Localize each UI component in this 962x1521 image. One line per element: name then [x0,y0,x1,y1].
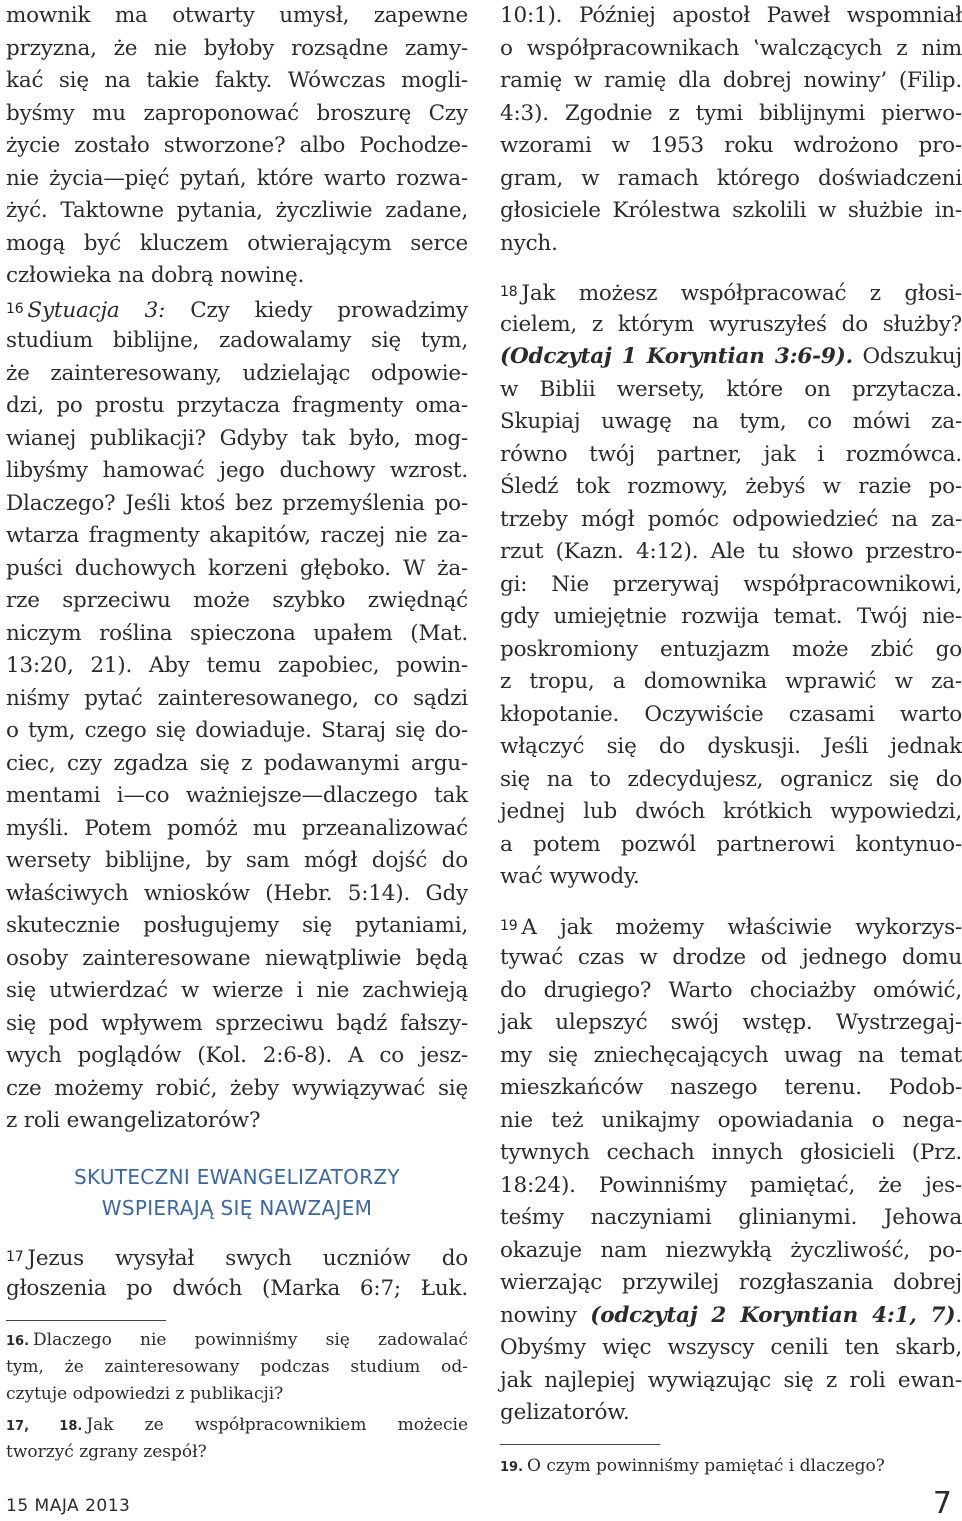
text-line: byśmy mu zaproponować broszurę Czy [6,100,468,126]
paragraph-number: 19 [500,917,518,934]
text-line: nie też unikajmy opowiadania o nega- [500,1107,962,1133]
text-line: myśli. Potem pomóż mu przeanalizować [6,815,468,841]
text-line: równo twój partner, jak i rozmówca. [500,441,962,467]
paragraph-number: 16 [6,300,24,317]
text-line: teśmy naczyniami glinianymi. Jehowa [500,1205,962,1230]
paragraph-19 [500,910,962,1430]
text-line: poskromiony entuzjazm może zbić go [500,636,962,662]
text-line: tywać czas w drodze od jednego domu [500,945,962,970]
text-line: się na to zdecydujesz, ogranicz się do [500,766,962,792]
paragraph-17: 17 Jezus wysyłał swych uczniów do głoszenia po dwóch (Marka 6:7; Łuk. [6,1241,468,1306]
section-heading: SKUTECZNI EWANGELIZATORZY WSPIERAJĄ SIĘ NAWZAJEM [74,1164,400,1220]
text-line: z tropu, a domownika wprawić w za- [500,669,962,694]
paragraph-16 [6,293,468,1138]
scripture-reading-line: (Odczytaj 1 Koryntian 3:6-9). Odszukuj [500,344,962,369]
text-line: my się zniechęcających uwag na temat [500,1042,962,1068]
question-16-line: 16. Dlaczego nie powinniśmy się zadowalać [6,1329,468,1350]
text-line: ciec, czy zgadza się z podawanymi argu- [6,750,468,776]
text-line: Obyśmy więc wszyscy cenili ten skarb, [500,1335,962,1360]
text-line: mentami i—co ważniejsze—dlaczego tak [6,783,468,808]
paragraph-number: 18 [500,284,518,300]
text-line: wierzając przywilej rozgłaszania dobrej [500,1270,962,1295]
text-line: skutecznie posługujemy się pytaniami, [6,913,468,938]
scripture-reading: (Odczytaj 1 Koryntian 3:6-9). [500,344,853,369]
left-column [6,0,468,1466]
text-line: wersety biblijne, by sam mógł dojść do [6,848,468,873]
text-line: gram, w ramach którego doświadczeni [500,165,962,191]
text-line: przyzna, że nie byłoby rozsądne zamy- [6,35,468,61]
text-line: 10:1). Później apostoł Paweł wspomniał [500,3,962,28]
text-line: w Biblii wersety, które on przytacza. [500,376,962,402]
text-line: ramię w ramię dla dobrej nowiny’ (Filip. [500,68,962,93]
text-line: gdy umiejętnie rozwija temat. Twój nie- [500,604,962,629]
text-line: nie życia—pięć pytań, które warto rozwa- [6,165,468,191]
text-line: a potem pozwól partnerowi kontynuo- [500,831,962,857]
paragraph-19-first-line: 19 A jak możemy właściwie wykorzys- [500,914,962,940]
paragraph-15-continuation [6,0,468,293]
text-line: gelizatorów. [500,1400,630,1425]
text-line: 18:24). Powinniśmy pamiętać, że jes- [500,1172,962,1198]
text-line: tywnych cechach innych głosicieli (Prz. [500,1140,962,1165]
page-number: 7 [932,1486,952,1521]
question-17-18-line: 17, 18. Jak ze współpracownikiem możecie [6,1414,468,1435]
text-line: niśmy pytać zainteresowanego, co sądzi [6,685,468,711]
text-line: się utwierdzać w wierze i nie zachwieją [6,978,468,1003]
text-line: mieszkańców naszego terenu. Podob- [500,1075,962,1100]
text-line: nych. [500,230,558,256]
scripture-reading-line: nowiny (odczytaj 2 Koryntian 4:1, 7). [500,1302,962,1328]
text-line: z roli ewangelizatorów? [6,1108,261,1133]
text-line: mogą być kluczem otwierającym serce [6,230,468,256]
text-line: dzi, po prostu przytacza fragmenty oma- [6,393,468,418]
paragraph-17-continuation [500,0,962,260]
text-line: wać wywody. [500,864,640,889]
text-line: libyśmy hamować jego duchowy wzrost. [6,458,468,483]
text-line: wych poglądów (Kol. 2:6-8). A co jesz- [6,1043,468,1068]
paragraph-17-first-line: 17 Jezus wysyłał swych uczniów do [6,1245,468,1271]
text-line: okazuje nam niezwykłą życzliwość, po- [500,1237,962,1263]
paragraph-18-first-line: 18 Jak możesz współpracować z głosi- [500,281,962,306]
text-line: do drugiego? Warto chociażby omówić, [500,977,962,1003]
paragraph-number: 17 [6,1248,24,1265]
right-column [500,0,962,1480]
paragraph-18: 18 Jak możesz współpracować z głosi- cielem, z którym wyruszyłeś do służby? (Odczytaj 1 Koryntian 3:6-9). Odszukuj w Biblii wersety, które on przytacza. Skupiaj uwagę na tym, co mówi za- równo twój partner, jak i rozmówca. Śledź tok rozmowy, żebyś w razie po- trzeby mógł pomóc odpowiedzieć na za- rzut (Kazn. 4:12). Ale tu słowo przestro- gi: Nie przerywaj współpracownikowi, gdy umiejętnie rozwija temat. Twój nie- poskromiony entuzjazm może zbić go z tropu, a domownika wprawić w za- kłopotanie. Oczywiście czasami warto włączyć się do dyskusji. Jeśli jednak się na to zdecydujesz, ogranicz się do jednej lub dwóch krótkich wypowiedzi, a potem pozwól partnerowi kontynuo- wać wywody. [500,276,962,894]
text-line: rze sprzeciwu może szybko zwiędnąć [6,588,468,613]
text-line: Śledź tok rozmowy, żebyś w razie po- [500,474,962,499]
text-line: Dlaczego? Jeśli ktoś bez przemyślenia po- [6,490,468,516]
text-line: włączyć się do dyskusji. Jeśli jednak [500,734,962,759]
text-line: jak najlepiej wywiązując się z roli ewan- [500,1367,962,1393]
situation-label: Sytuacja 3: [27,297,166,323]
text-line: życie zostało stworzone? albo Pochodze- [6,133,468,158]
text-line: jak ulepszyć swój wstęp. Wystrzegaj- [500,1010,962,1035]
text-line: cze możemy robić, żeby wywiązywać się [6,1075,468,1101]
text-line: właściwych wniosków (Hebr. 5:14). Gdy [6,880,468,906]
text-line: żyć. Taktowne pytania, życzliwie zadane, [6,198,468,223]
text-line: głosiciele Królestwa szkolili w służbie in- [500,198,962,223]
text-line: 13:20, 21). Aby temu zapobiec, powin- [6,653,468,678]
scripture-reading: (odczytaj 2 Koryntian 4:1, 7) [590,1302,956,1328]
text-line: puści duchowych korzeni głęboko. W ża- [6,555,468,581]
question-19: 19. O czym powinniśmy pamiętać i dlaczego? [500,1455,885,1476]
text-line: osoby zainteresowane niewątpliwie będą [6,945,468,971]
issue-date: 15 MAJA 2013 [6,1496,131,1516]
text-line: o tym, czego się dowiaduje. Staraj się do- [6,718,468,743]
text-line: niczym roślina spieczona upałem (Mat. [6,620,468,646]
text-line: Skupiaj uwagę na tym, co mówi za- [500,409,962,434]
text-line: 4:3). Zgodnie z tymi biblijnymi pierwo- [500,100,962,126]
text-line: że zainteresowany, udzielając odpowie- [6,360,468,386]
text-line: jednej lub dwóch krótkich wypowiedzi, [500,799,962,824]
text-line: wzorami w 1953 roku wdrożono pro- [500,133,962,158]
text-line: gi: Nie przerywaj współpracownikowi, [500,571,962,597]
text-line: rzut (Kazn. 4:12). Ale tu słowo przestro- [500,539,962,564]
study-questions: 16. Dlaczego nie powinniśmy się zadowalać tym, że zainteresowany podczas studium od- czytuje odpowiedzi z publikacji? 17, 18. Jak ze współpracownikiem możecie tworzyć zgrany zespół? [6,1327,468,1466]
text-line: mownik ma otwarty umysł, zapewne [6,3,468,28]
text-line: kłopotanie. Oczywiście czasami warto [500,701,962,727]
text-line: kać się na takie fakty. Wówczas mogli- [6,68,468,93]
text-line: człowieka na dobrą nowinę. [6,263,305,288]
paragraph-16-first-line: 16 Sytuacja 3: Czy kiedy prowadzimy [6,297,468,323]
text-line: wtarza fragmenty akapitów, raczej nie za- [6,523,468,548]
text-line: trzeby mógł pomóc odpowiedzieć na za- [500,506,962,532]
text-line: o współpracownikach ‛walczących z nim [500,35,962,61]
text-line: studium biblijne, zadowalamy się tym, [6,328,468,353]
text-line: wianej publikacji? Gdyby tak było, mog- [6,425,468,451]
text-line: się pod wpływem sprzeciwu bądź fałszy- [6,1010,468,1036]
